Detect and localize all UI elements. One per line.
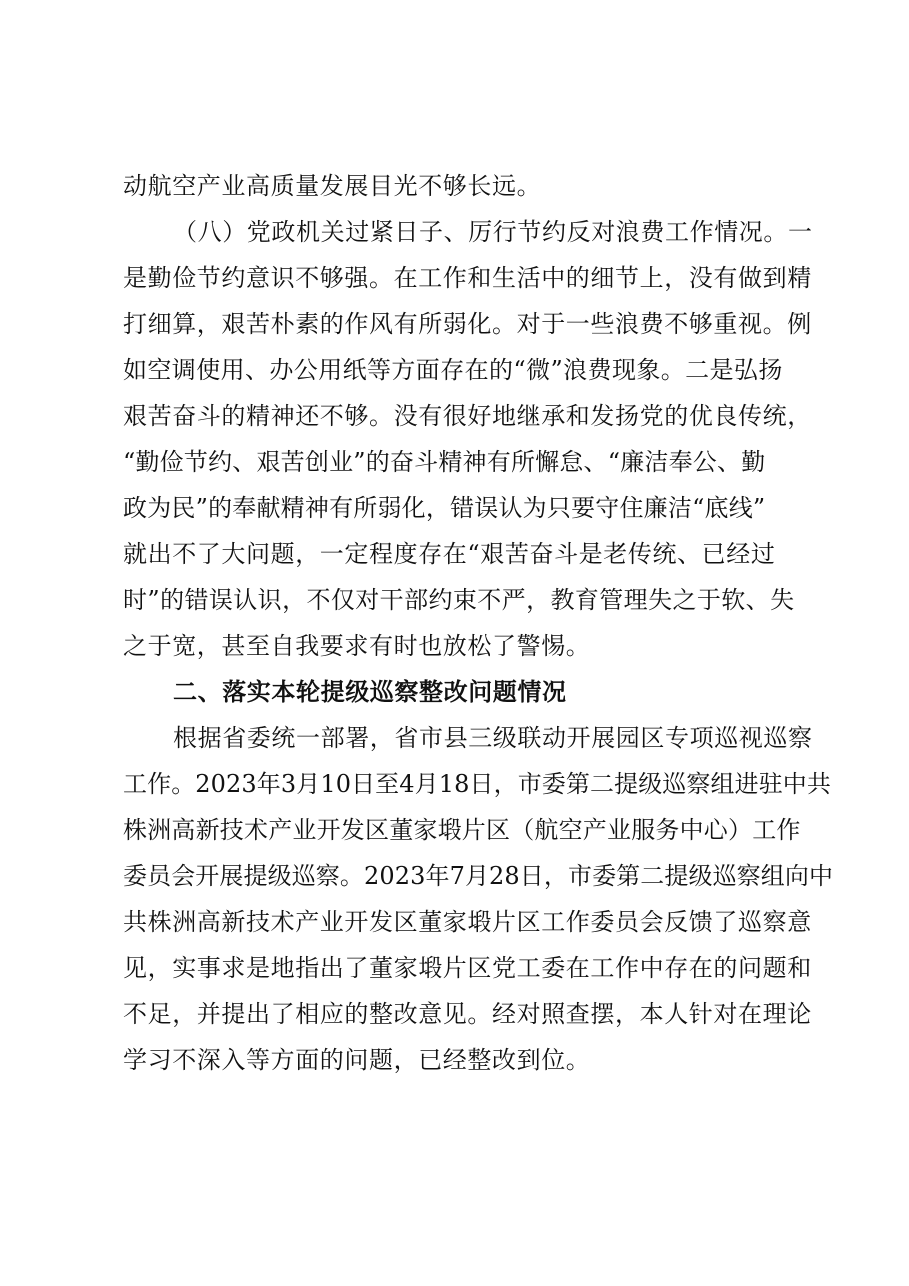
section-heading: 二、落实本轮提级巡察整改问题情况: [173, 678, 567, 706]
paragraph-line: （八）党政机关过紧日子、厉行节约反对浪费工作情况。一: [173, 218, 813, 246]
paragraph-line: 根据省委统一部署，省市县三级联动开展园区专项巡视巡察: [173, 724, 813, 752]
paragraph-line: 株洲高新技术产业开发区董家塅片区（航空产业服务中心）工作: [123, 816, 801, 844]
paragraph-line: 共株洲高新技术产业开发区董家塅片区工作委员会反馈了巡察意: [123, 908, 812, 936]
paragraph-line: 委员会开展提级巡察。2023年7月28日，市委第二提级巡察组向中: [123, 862, 834, 890]
paragraph-line: 时”的错误认识，不仅对干部约束不严，教育管理失之于软、失: [123, 586, 795, 614]
paragraph-line: 就出不了大问题，一定程度存在“艰苦奋斗是老传统、已经过: [123, 540, 776, 568]
paragraph-line: 政为民”的奉献精神有所弱化，错误认为只要守住廉洁“底线”: [123, 494, 766, 522]
paragraph-line: 学习不深入等方面的问题，已经整改到位。: [123, 1046, 591, 1074]
paragraph-line: 见，实事求是地指出了董家塅片区党工委在工作中存在的问题和: [123, 954, 812, 982]
paragraph-line: 打细算，艰苦朴素的作风有所弱化。对于一些浪费不够重视。例: [123, 310, 812, 338]
paragraph-line: 动航空产业高质量发展目光不够长远。: [123, 172, 542, 200]
paragraph-line: 如空调使用、办公用纸等方面存在的“微”浪费现象。二是弘扬: [123, 356, 783, 384]
paragraph-line: 是勤俭节约意识不够强。在工作和生活中的细节上，没有做到精: [123, 264, 812, 292]
paragraph-line: 工作。2023年3月10日至4月18日，市委第二提级巡察组进驻中共: [123, 770, 831, 798]
paragraph-line: “勤俭节约、艰苦创业”的奋斗精神有所懈怠、“廉洁奉公、勤: [123, 448, 766, 476]
paragraph-line: 艰苦奋斗的精神还不够。没有很好地继承和发扬党的优良传统，: [123, 402, 812, 430]
paragraph-line: 之于宽，甚至自我要求有时也放松了警惕。: [123, 632, 591, 660]
paragraph-line: 不足，并提出了相应的整改意见。经对照查摆，本人针对在理论: [123, 1000, 812, 1028]
